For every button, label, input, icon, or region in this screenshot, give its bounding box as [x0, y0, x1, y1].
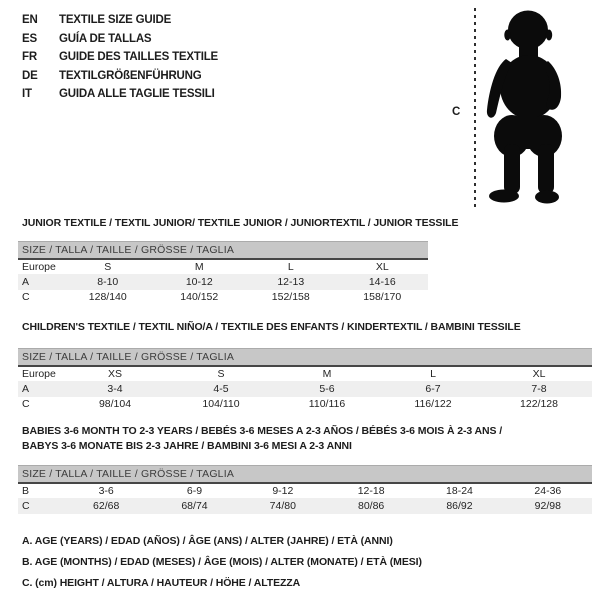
table-cell: S [217, 367, 225, 380]
language-code: FR [22, 51, 37, 64]
table-cell: 12-13 [277, 275, 305, 288]
row-label: B [22, 484, 30, 497]
language-code: DE [22, 69, 38, 82]
language-row-en [22, 11, 218, 30]
table-cell: L [287, 260, 294, 273]
table-cell: 6-9 [186, 484, 203, 497]
language-code: EN [22, 14, 38, 27]
table-cell: 8-10 [97, 275, 119, 288]
language-title: GUIDE DES TAILLES TEXTILE [59, 51, 218, 64]
row-label: C [22, 291, 30, 304]
height-measure-dotted-line [474, 8, 476, 211]
legend-line-c: C. (cm) HEIGHT / ALTURA / HAUTEUR / HÖHE / ALTEZZA [22, 577, 301, 589]
language-code: IT [22, 88, 32, 101]
legend [22, 531, 422, 594]
table-cell: 80/86 [358, 499, 385, 512]
table-cell: L [430, 367, 436, 380]
language-title: TEXTILGRÖßENFÜHRUNG [59, 69, 202, 82]
table-cell: XL [375, 260, 389, 273]
children-table-title [22, 320, 521, 335]
size-header-bar [18, 242, 428, 259]
table-row [18, 290, 428, 306]
junior-table-title [22, 216, 458, 231]
table-cell: 14-16 [368, 275, 396, 288]
language-row-fr [22, 48, 218, 67]
language-title: GUÍA DE TALLAS [59, 32, 152, 45]
row-label: C [22, 499, 30, 512]
table-cell: 110/116 [308, 398, 346, 411]
table-row [18, 498, 592, 514]
height-measure-label: C [452, 106, 461, 118]
table-row [18, 259, 428, 275]
table-cell: 68/74 [181, 499, 208, 512]
table-cell: 12-18 [357, 484, 385, 497]
size-header-bar [18, 349, 592, 366]
table-cell: 152/158 [271, 291, 310, 304]
legend-line-b: B. AGE (MONTHS) / EDAD (MESES) / ÂGE (MOIS) / ALTER (MONATE) / ETÀ (MESI) [22, 556, 422, 568]
table-cell: 140/152 [180, 291, 219, 304]
table-cell: XS [107, 367, 122, 380]
table-cell: 7-8 [531, 382, 547, 395]
table-cell: 62/68 [93, 499, 120, 512]
table-cell: 122/128 [520, 398, 558, 411]
table-cell: 24-36 [534, 484, 562, 497]
row-label: A [22, 382, 30, 395]
babies-table-title [22, 424, 502, 454]
table-row [18, 274, 428, 290]
table-cell: 18-24 [446, 484, 473, 497]
language-title: GUIDA ALLE TAGLIE TESSILI [59, 88, 215, 101]
size-header-bar [18, 466, 592, 483]
table-cell: S [104, 260, 112, 273]
row-label: C [22, 398, 30, 411]
language-row-es [22, 30, 218, 49]
table-cell: 3-4 [107, 382, 123, 395]
language-title: TEXTILE SIZE GUIDE [59, 14, 172, 27]
table-cell: 158/170 [363, 291, 402, 304]
table-cell: 9-12 [272, 484, 294, 497]
language-row-de [22, 67, 218, 86]
size-header-label: SIZE / TALLA / TAILLE / GRÖSSE / TAGLIA [18, 349, 592, 366]
table-cell: XL [532, 367, 546, 380]
table-row [18, 366, 592, 382]
junior-size-table [18, 241, 428, 305]
table-row [18, 483, 592, 499]
table-cell: M [194, 260, 204, 273]
table-cell: 128/140 [88, 291, 127, 304]
babies-size-table [18, 465, 592, 514]
table-cell: 92/98 [534, 499, 561, 512]
children-size-table [18, 348, 592, 412]
table-title-line: CHILDREN'S TEXTILE / TEXTIL NIÑO/A / TEXTILE DES ENFANTS / KINDERTEXTIL / BAMBINI TESSILE [22, 321, 521, 333]
baby-silhouette [486, 9, 566, 205]
row-label: A [22, 275, 30, 288]
row-label: Europe [22, 367, 56, 380]
row-label: Europe [22, 260, 56, 273]
table-cell: 4-5 [213, 382, 229, 395]
table-cell: 116/122 [414, 398, 452, 411]
table-cell: 86/92 [446, 499, 473, 512]
size-header-label: SIZE / TALLA / TAILLE / GRÖSSE / TAGLIA [18, 242, 428, 259]
language-row-it [22, 85, 218, 104]
language-code: ES [22, 32, 37, 45]
language-title-list [22, 11, 218, 104]
table-title-line: BABIES 3-6 MONTH TO 2-3 YEARS / BEBÉS 3-6 MESES A 2-3 AÑOS / BÉBÉS 3-6 MOIS À 2-3 ANS / [22, 425, 503, 437]
table-title-line: JUNIOR TEXTILE / TEXTIL JUNIOR/ TEXTILE JUNIOR / JUNIORTEXTIL / JUNIOR TESSILE [22, 217, 459, 229]
table-cell: 10-12 [185, 275, 213, 288]
table-row [18, 397, 592, 413]
table-cell: 6-7 [425, 382, 441, 395]
table-cell: 98/104 [98, 398, 132, 411]
table-cell: 5-6 [319, 382, 335, 395]
table-cell: 74/80 [269, 499, 296, 512]
size-header-label: SIZE / TALLA / TAILLE / GRÖSSE / TAGLIA [18, 466, 592, 483]
table-cell: 3-6 [98, 484, 114, 497]
legend-line-a: A. AGE (YEARS) / EDAD (AÑOS) / ÂGE (ANS) / ALTER (JAHRE) / ETÀ (ANNI) [22, 535, 393, 547]
table-cell: 104/110 [202, 398, 240, 411]
table-cell: M [322, 367, 332, 380]
table-title-line: BABYS 3-6 MONATE BIS 2-3 JAHRE / BAMBINI 3-6 MESI A 2-3 ANNI [22, 440, 352, 452]
table-row [18, 381, 592, 397]
